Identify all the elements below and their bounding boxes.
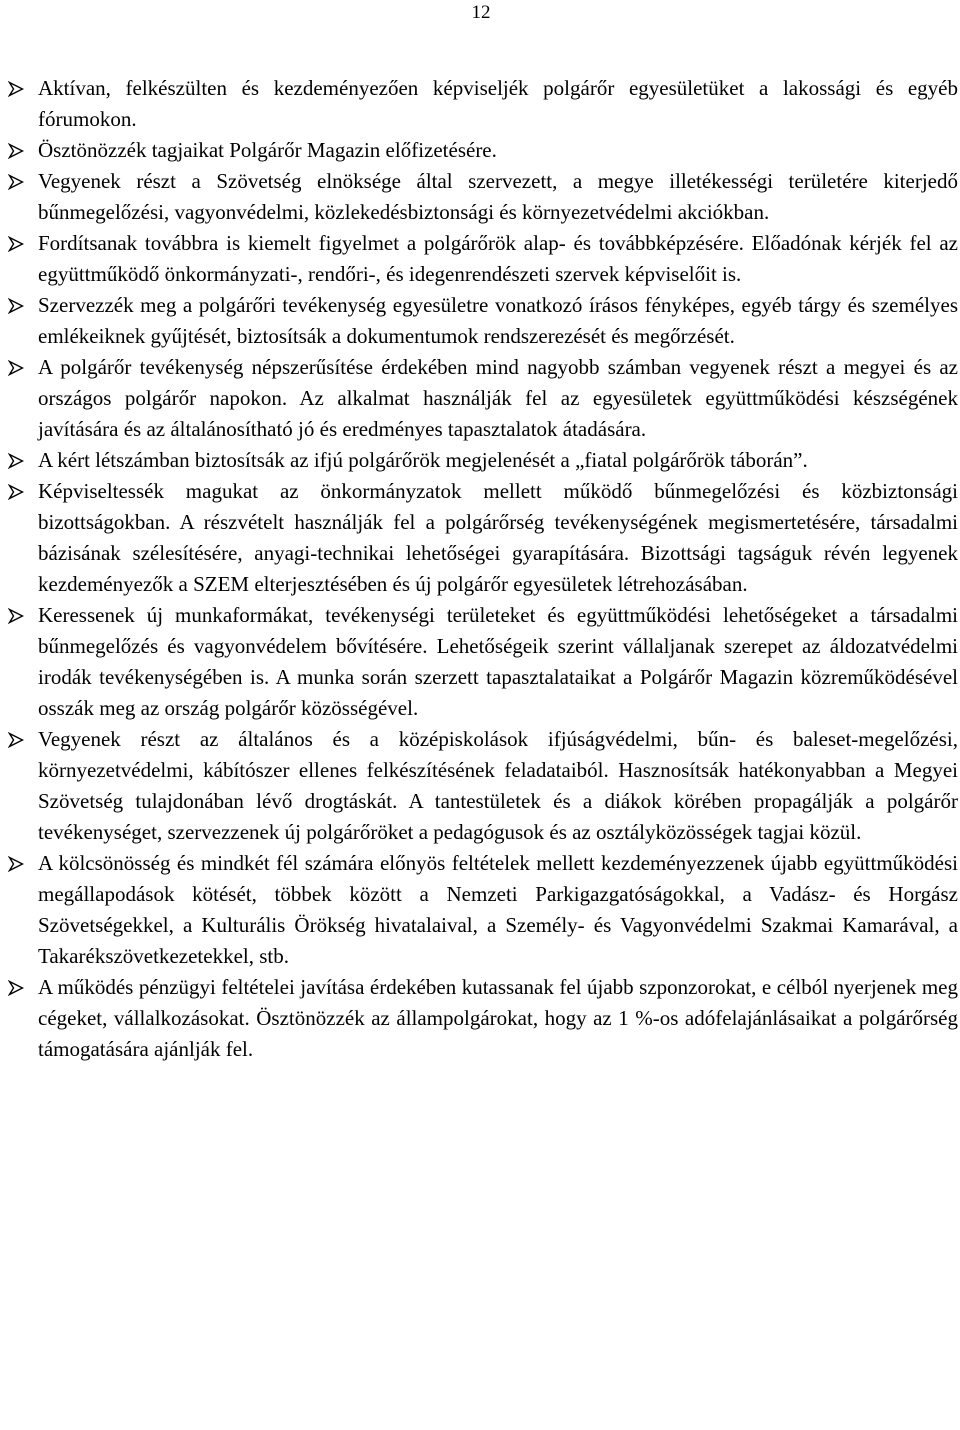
arrowhead-bullet-icon <box>8 453 24 469</box>
document-body <box>0 73 958 1065</box>
page-number: 12 <box>471 2 491 23</box>
list-item-text: Ösztönözzék tagjaikat Polgárőr Magazin előfizetésére. <box>38 138 497 162</box>
list-item <box>0 848 958 972</box>
list-item-text: A működés pénzügyi feltételei javítása érdekében kutassanak fel újabb szponzorokat, e célból nyerjenek meg cégeket, vállalkozásokat. Ösztönözzék az állampolgárokat, hogy az 1 %-os adófelajánlásaikat a polgárőrség támogatására ajánlják fel. <box>38 975 958 1061</box>
list-item <box>0 166 958 228</box>
arrowhead-bullet-icon <box>8 732 24 748</box>
arrowhead-bullet-icon <box>8 236 24 252</box>
list-item-text: Fordítsanak továbbra is kiemelt figyelmet a polgárőrök alap- és továbbképzésére. Előadónak kérjék fel az együttműködő önkormányzati-, rendőri-, és idegenrendészeti szervek képviselőit is. <box>38 231 958 286</box>
list-item <box>0 228 958 290</box>
list-item-text: Keressenek új munkaformákat, tevékenységi területeket és együttműködési lehetőségeket a társadalmi bűnmegelőzés és vagyonvédelem bővítésére. Lehetőségeik szerint vállaljanak szerepet az áldozatvédelmi irodák tevékenységében is. A munka során szerzett tapasztalataikat a Polgárőr Magazin közreműködésével osszák meg az ország polgárőr közösségével. <box>38 603 958 720</box>
arrowhead-bullet-icon <box>8 360 24 376</box>
list-item <box>0 135 958 166</box>
list-item-text: Képviseltessék magukat az önkormányzatok mellett működő bűnmegelőzési és közbiztonsági bizottságokban. A részvételt használják fel a polgárőrség tevékenységének megismertetésére, társadalmi bázisának szélesítésére, anyagi-technikai lehetőségei gyarapítására. Bizottsági tagságuk révén legyenek kezdeményezők a SZEM elterjesztésében és új polgárőr egyesületek létrehozásában. <box>38 479 958 596</box>
arrowhead-bullet-icon <box>8 484 24 500</box>
list-item-text: Aktívan, felkészülten és kezdeményezően képviseljék polgárőr egyesületüket a lakossági és egyéb fórumokon. <box>38 76 958 131</box>
arrowhead-bullet-icon <box>8 298 24 314</box>
list-item <box>0 972 958 1065</box>
list-item <box>0 445 958 476</box>
arrowhead-bullet-icon <box>8 81 24 97</box>
arrowhead-bullet-icon <box>8 980 24 996</box>
list-item-text: Vegyenek részt a Szövetség elnöksége által szervezett, a megye illetékességi területére kiterjedő bűnmegelőzési, vagyonvédelmi, közlekedésbiztonsági és környezetvédelmi akciókban. <box>38 169 958 224</box>
arrowhead-bullet-icon <box>8 143 24 159</box>
list-item <box>0 290 958 352</box>
arrowhead-bullet-icon <box>8 608 24 624</box>
arrowhead-bullet-icon <box>8 856 24 872</box>
arrowhead-bullet-icon <box>8 174 24 190</box>
list-item <box>0 73 958 135</box>
list-item <box>0 724 958 848</box>
list-item-text: A kölcsönösség és mindkét fél számára előnyös feltételek mellett kezdeményezzenek újabb együttműködési megállapodások kötését, többek között a Nemzeti Parkigazgatóságokkal, a Vadász- és Horgász Szövetségekkel, a Kulturális Örökség hivatalaival, a Személy- és Vagyonvédelmi Szakmai Kamarával, a Takarékszövetkezetekkel, stb. <box>38 851 958 968</box>
list-item <box>0 600 958 724</box>
list-item <box>0 352 958 445</box>
list-item-text: Szervezzék meg a polgárőri tevékenység egyesületre vonatkozó írásos fényképes, egyéb tárgy és személyes emlékeiknek gyűjtését, biztosítsák a dokumentumok rendszerezését és megőrzését. <box>38 293 958 348</box>
list-item-text: Vegyenek részt az általános és a középiskolások ifjúságvédelmi, bűn- és baleset-megelőzési, környezetvédelmi, kábítószer ellenes felkészítésének feladataiból. Hasznosítsák hatékonyabban a Megyei Szövetség tulajdonában lévő drogtáskát. A tantestületek és a diákok körében propagálják a polgárőr tevékenységet, szervezzenek új polgárőröket a pedagógusok és az osztályközösségek tagjai közül. <box>38 727 958 844</box>
bullet-list <box>0 73 958 1065</box>
list-item-text: A polgárőr tevékenység népszerűsítése érdekében mind nagyobb számban vegyenek részt a megyei és az országos polgárőr napokon. Az alkalmat használják fel az egyesületek együttműködési készségének javítására és az általánosítható jó és eredményes tapasztalatok átadására. <box>38 355 958 441</box>
list-item-text: A kért létszámban biztosítsák az ifjú polgárőrök megjelenését a „fiatal polgárőrök táborán”. <box>38 448 808 472</box>
list-item <box>0 476 958 600</box>
